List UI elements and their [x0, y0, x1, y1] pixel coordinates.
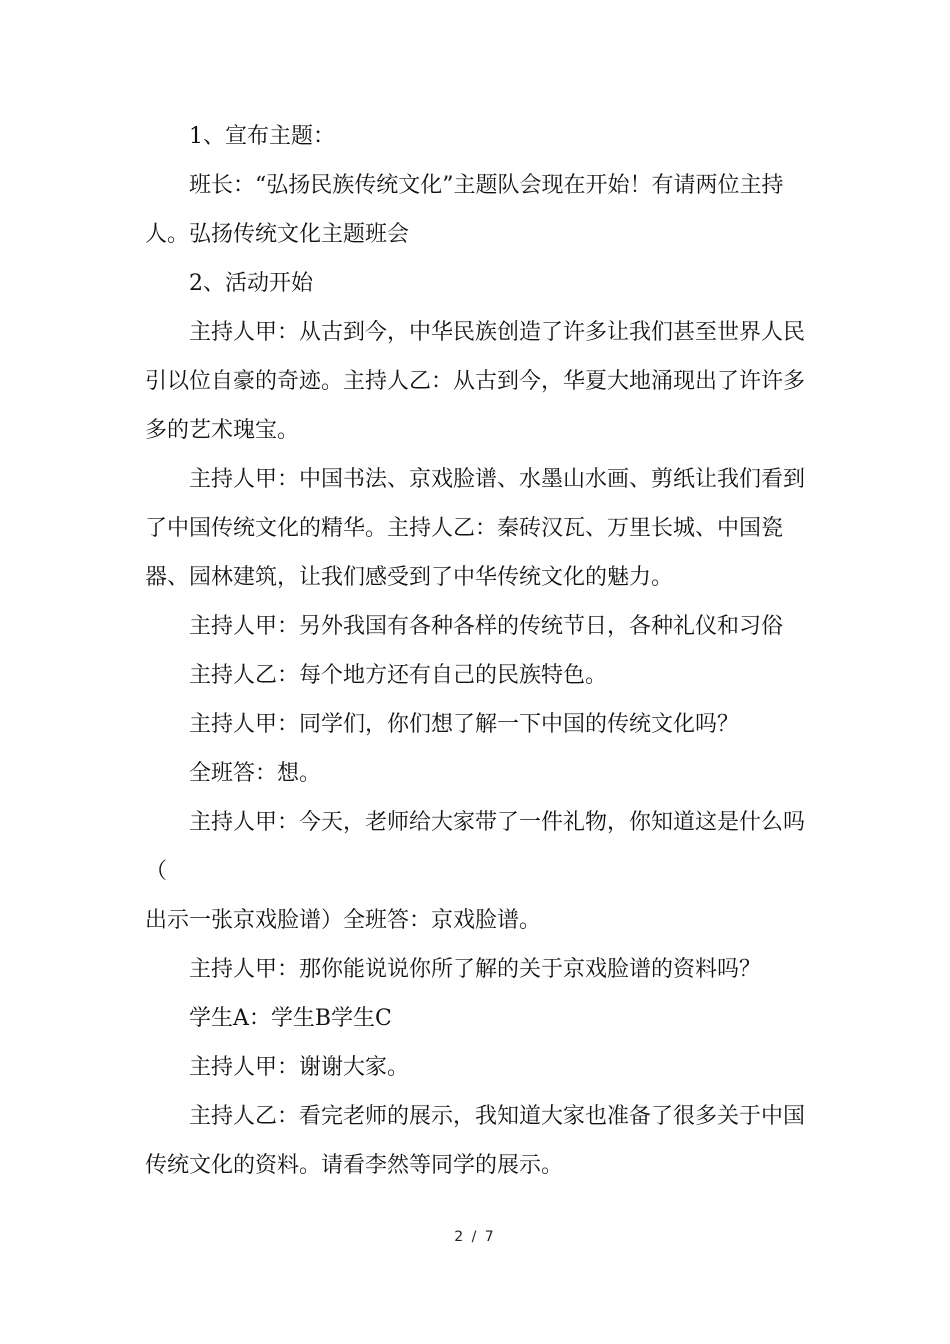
- paragraph-class-answer: 出示一张京戏脸谱）全班答：京戏脸谱。: [145, 908, 542, 933]
- paragraph-host-dialogue: 主持人甲：今天，老师给大家带了一件礼物，你知道这是什么吗（: [145, 810, 806, 884]
- paragraph-students: 学生A：学生B学生C: [189, 1006, 392, 1031]
- paragraph-announce-theme: 1、宣布主题：: [189, 124, 335, 149]
- paragraph-host-dialogue: 主持人乙：每个地方还有自己的民族特色。: [189, 663, 608, 688]
- paragraph-host-dialogue: 主持人甲：从古到今，中华民族创造了许多让我们甚至世界人民引以位自豪的奇迹。主持人乙：从古到今，华夏大地涌现出了许许多多的艺术瑰宝。: [145, 320, 806, 443]
- paragraph-host-dialogue: 主持人甲：中国书法、京戏脸谱、水墨山水画、剪纸让我们看到了中国传统文化的精华。主持人乙：秦砖汉瓦、万里长城、中国瓷器、园林建筑，让我们感受到了中华传统文化的魅力。: [145, 467, 806, 590]
- paragraph-class-answer: 全班答：想。: [189, 761, 322, 786]
- paragraph-host-dialogue: 主持人乙：看完老师的展示，我知道大家也准备了很多关于中国传统文化的资料。请看李然等同学的展示。: [145, 1104, 806, 1178]
- paragraph-host-dialogue: 主持人甲：同学们，你们想了解一下中国的传统文化吗？: [189, 712, 740, 737]
- paragraph-host-dialogue: 主持人甲：另外我国有各种各样的传统节日，各种礼仪和习俗: [189, 614, 784, 639]
- page-number: 2 / 7: [454, 1229, 496, 1245]
- paragraph-activity-start: 2、活动开始: [189, 271, 313, 296]
- paragraph-host-dialogue: 主持人甲：谢谢大家。: [189, 1055, 410, 1080]
- document-body: [145, 112, 810, 1190]
- paragraph-host-dialogue: 主持人甲：那你能说说你所了解的关于京戏脸谱的资料吗？: [189, 957, 762, 982]
- paragraph-class-monitor: 班长：“弘扬民族传统文化”主题队会现在开始！有请两位主持人。弘扬传统文化主题班会: [145, 173, 784, 247]
